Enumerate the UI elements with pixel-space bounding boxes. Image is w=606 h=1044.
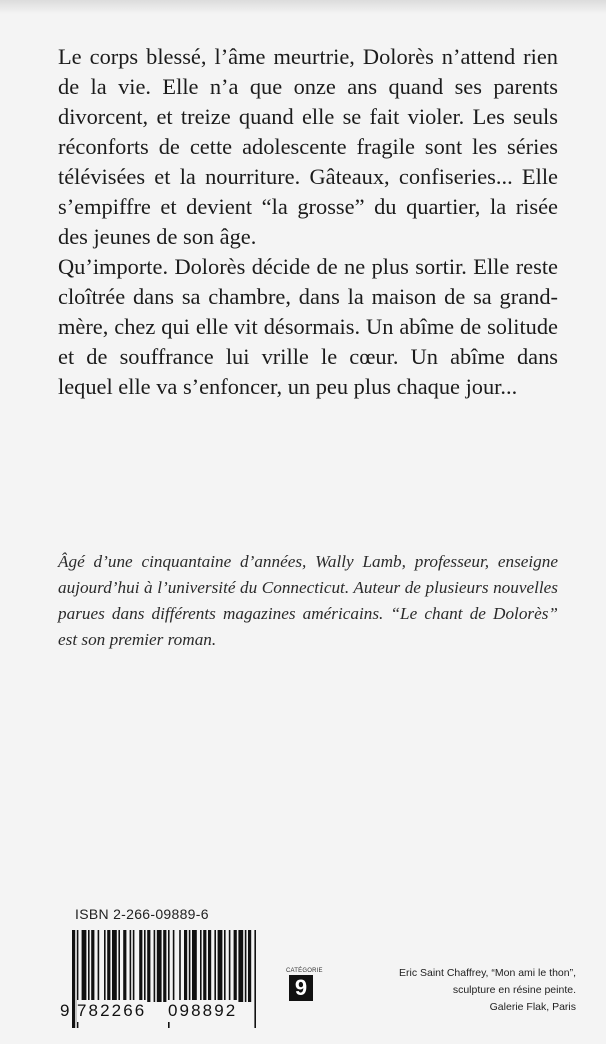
barcode-bar	[144, 930, 146, 1002]
barcode-bar	[88, 930, 90, 1002]
top-edge-shadow	[0, 0, 606, 14]
barcode-bar	[224, 930, 226, 1002]
barcode-bar	[218, 930, 223, 1002]
barcode-bar	[173, 930, 175, 1002]
barcode-bar	[179, 930, 181, 1002]
barcode-bar	[238, 930, 243, 1002]
barcode-bar	[200, 930, 202, 1002]
category-number: 9	[289, 975, 313, 1001]
cover-art-credit	[336, 965, 576, 1016]
category-badge	[286, 968, 323, 1001]
barcode-bar	[154, 930, 156, 1002]
barcode-bar	[234, 930, 237, 1002]
barcode-right-digits: 098892	[168, 1001, 238, 1020]
author-bio	[58, 549, 558, 653]
barcode-bar	[248, 930, 251, 1002]
barcode-bar	[139, 930, 142, 1002]
barcode-left-digits: 782266	[77, 1001, 147, 1020]
barcode-bar	[123, 930, 126, 1002]
isbn-number: ISBN 2-266-09889-6	[75, 906, 209, 922]
barcode-bar	[245, 930, 247, 1002]
barcode-bar	[214, 930, 216, 1002]
barcode-bar	[133, 930, 135, 1002]
barcode-bar	[147, 930, 150, 1002]
author-bio-text: Âgé d’une cinquantaine d’années, Wally Lamb, professeur, enseigne aujourd’hui à l’université du Connecticut. Auteur de plusieurs nouvelles parues dans différents magazines américains. “Le chant de Dolorès” est son premier roman.	[58, 552, 558, 649]
barcode-bar	[98, 930, 100, 1002]
synopsis-paragraph-1: Le corps blessé, l’âme meurtrie, Dolorès n’attend rien de la vie. Elle n’a que onze ans quand ses parents divorcent, et treize quand elle se fait violer. Les seuls réconforts de cette adolescente fragile sont les séries télévisées et la nourriture. Gâteaux, confiseries... Elle s’empiffre et devient “la grosse” du quartier, la risée des jeunes de son âge.	[58, 44, 558, 249]
barcode-bar	[118, 930, 120, 1002]
barcode-bar	[72, 930, 75, 1028]
credit-line-1: Eric Saint Chaffrey, “Mon ami le thon”,	[398, 967, 576, 979]
synopsis	[58, 42, 558, 402]
credit-line-3: Galerie Flak, Paris	[489, 1001, 576, 1013]
barcode-bar	[184, 930, 187, 1002]
category-label: CATÉGORIE	[286, 968, 323, 974]
barcode-bar	[192, 930, 197, 1002]
barcode-bar	[203, 930, 206, 1002]
barcode-bar	[130, 930, 132, 1002]
barcode-bar	[82, 930, 87, 1002]
barcode-bar	[208, 930, 211, 1002]
barcode-bar	[112, 930, 117, 1002]
barcode-bar	[229, 930, 231, 1002]
barcode-bar	[157, 930, 162, 1002]
credit-line-2: sculpture en résine peinte.	[452, 984, 576, 996]
barcode-lead-digit: 9	[60, 1001, 72, 1020]
barcode-bar	[163, 930, 166, 1002]
barcode-bar	[254, 930, 256, 1028]
barcode-bar	[91, 930, 94, 1002]
barcode-bar	[189, 930, 191, 1002]
synopsis-paragraph-2: Qu’importe. Dolorès décide de ne plus sortir. Elle reste cloîtrée dans sa chambre, dans la maison de sa grand-mère, chez qui elle vit désormais. Un abîme de solitude et de souffrance lui vrille le cœur. Un abîme dans lequel elle va s’enfoncer, un peu plus chaque jour...	[58, 254, 558, 399]
barcode-bar	[104, 930, 106, 1002]
barcode-bar	[107, 930, 110, 1002]
